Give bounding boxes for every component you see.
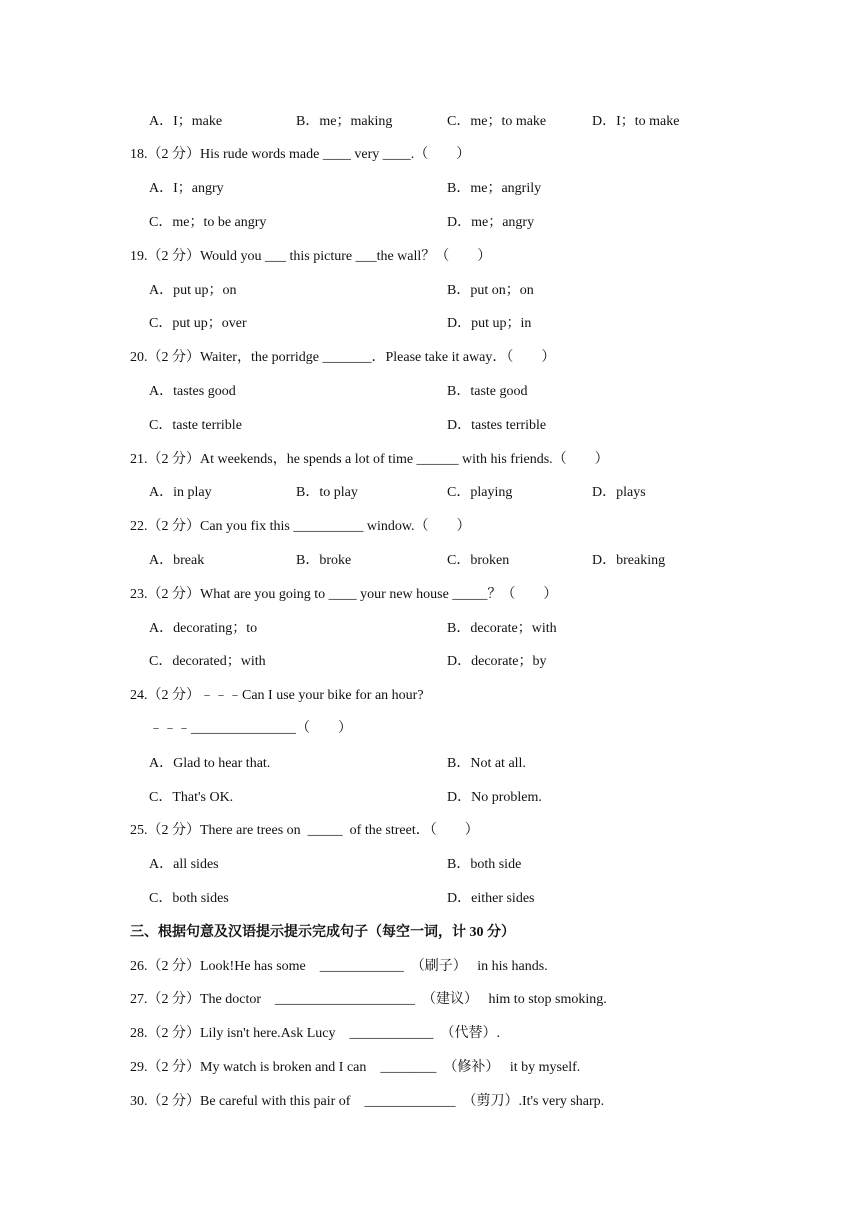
q28-text: 28.（2 分）Lily isn't here.Ask Lucy ____________ （代替）. bbox=[130, 1026, 500, 1041]
q30-text: 30.（2 分）Be careful with this pair of _____________ （剪刀）.It's very sharp. bbox=[130, 1094, 605, 1109]
q29-text: 29.（2 分）My watch is broken and I can ________ （修补） it by myself. bbox=[130, 1060, 581, 1075]
q22-option-b: B．broke bbox=[296, 553, 352, 568]
q27-text: 27.（2 分）The doctor ____________________ （建议） him to stop smoking. bbox=[130, 992, 607, 1007]
q20-option-d: D．tastes terrible bbox=[447, 418, 547, 433]
q24-option-c: C．That's OK. bbox=[149, 790, 234, 805]
q24-option-b: B．Not at all. bbox=[447, 756, 526, 771]
q23-option-d: D．decorate；by bbox=[447, 654, 547, 669]
section-3-heading: 三、根据句意及汉语提示提示完成句子（每空一词，计 30 分） bbox=[130, 925, 515, 940]
q20-option-c: C．taste terrible bbox=[149, 418, 242, 433]
q21-option-d: D．plays bbox=[592, 485, 646, 500]
q20-option-a: A．tastes good bbox=[149, 384, 236, 399]
q24-stem: 24.（2 分）﹣﹣﹣Can I use your bike for an hour? bbox=[130, 688, 424, 703]
q21-option-a: A．in play bbox=[149, 485, 212, 500]
q23-option-a: A．decorating；to bbox=[149, 621, 258, 636]
q23-stem: 23.（2 分）What are you going to ____ your new house _____？（ ） bbox=[130, 587, 558, 602]
q21-option-c: C．playing bbox=[447, 485, 513, 500]
q18-option-b: B．me；angrily bbox=[447, 181, 542, 196]
q19-option-a: A．put up；on bbox=[149, 283, 237, 298]
q24-stem-reply: ﹣﹣﹣_______________（ ） bbox=[149, 721, 352, 736]
q25-option-c: C．both sides bbox=[149, 891, 229, 906]
q23-option-b: B．decorate；with bbox=[447, 621, 557, 636]
q17-option-a: A．I；make bbox=[149, 114, 223, 129]
q20-stem: 20.（2 分）Waiter，the porridge _______．Please take it away．（ ） bbox=[130, 350, 556, 365]
q19-option-c: C．put up；over bbox=[149, 316, 247, 331]
q22-option-a: A．break bbox=[149, 553, 205, 568]
q18-stem: 18.（2 分）His rude words made ____ very ____.（ ） bbox=[130, 147, 471, 162]
q20-option-b: B．taste good bbox=[447, 384, 528, 399]
q17-option-c: C．me；to make bbox=[447, 114, 547, 129]
q18-option-a: A．I；angry bbox=[149, 181, 224, 196]
q22-option-d: D．breaking bbox=[592, 553, 666, 568]
q22-option-c: C．broken bbox=[447, 553, 510, 568]
q19-option-b: B．put on；on bbox=[447, 283, 534, 298]
q25-option-a: A．all sides bbox=[149, 857, 219, 872]
q24-option-d: D．No problem. bbox=[447, 790, 542, 805]
q23-option-c: C．decorated；with bbox=[149, 654, 266, 669]
q18-option-d: D．me；angry bbox=[447, 215, 535, 230]
q25-option-b: B．both side bbox=[447, 857, 522, 872]
q21-option-b: B．to play bbox=[296, 485, 358, 500]
q25-stem: 25.（2 分）There are trees on _____ of the street．（ ） bbox=[130, 823, 479, 838]
q17-option-b: B．me；making bbox=[296, 114, 393, 129]
q22-stem: 22.（2 分）Can you fix this __________ window.（ ） bbox=[130, 519, 471, 534]
q21-stem: 21.（2 分）At weekends，he spends a lot of time ______ with his friends.（ ） bbox=[130, 452, 609, 467]
q19-option-d: D．put up；in bbox=[447, 316, 532, 331]
q19-stem: 19.（2 分）Would you ___ this picture ___the wall？（ ） bbox=[130, 249, 492, 264]
q26-text: 26.（2 分）Look!He has some ____________ （刷子） in his hands. bbox=[130, 959, 548, 974]
q18-option-c: C．me；to be angry bbox=[149, 215, 267, 230]
q25-option-d: D．either sides bbox=[447, 891, 535, 906]
q17-option-d: D．I；to make bbox=[592, 114, 680, 129]
q24-option-a: A．Glad to hear that. bbox=[149, 756, 271, 771]
